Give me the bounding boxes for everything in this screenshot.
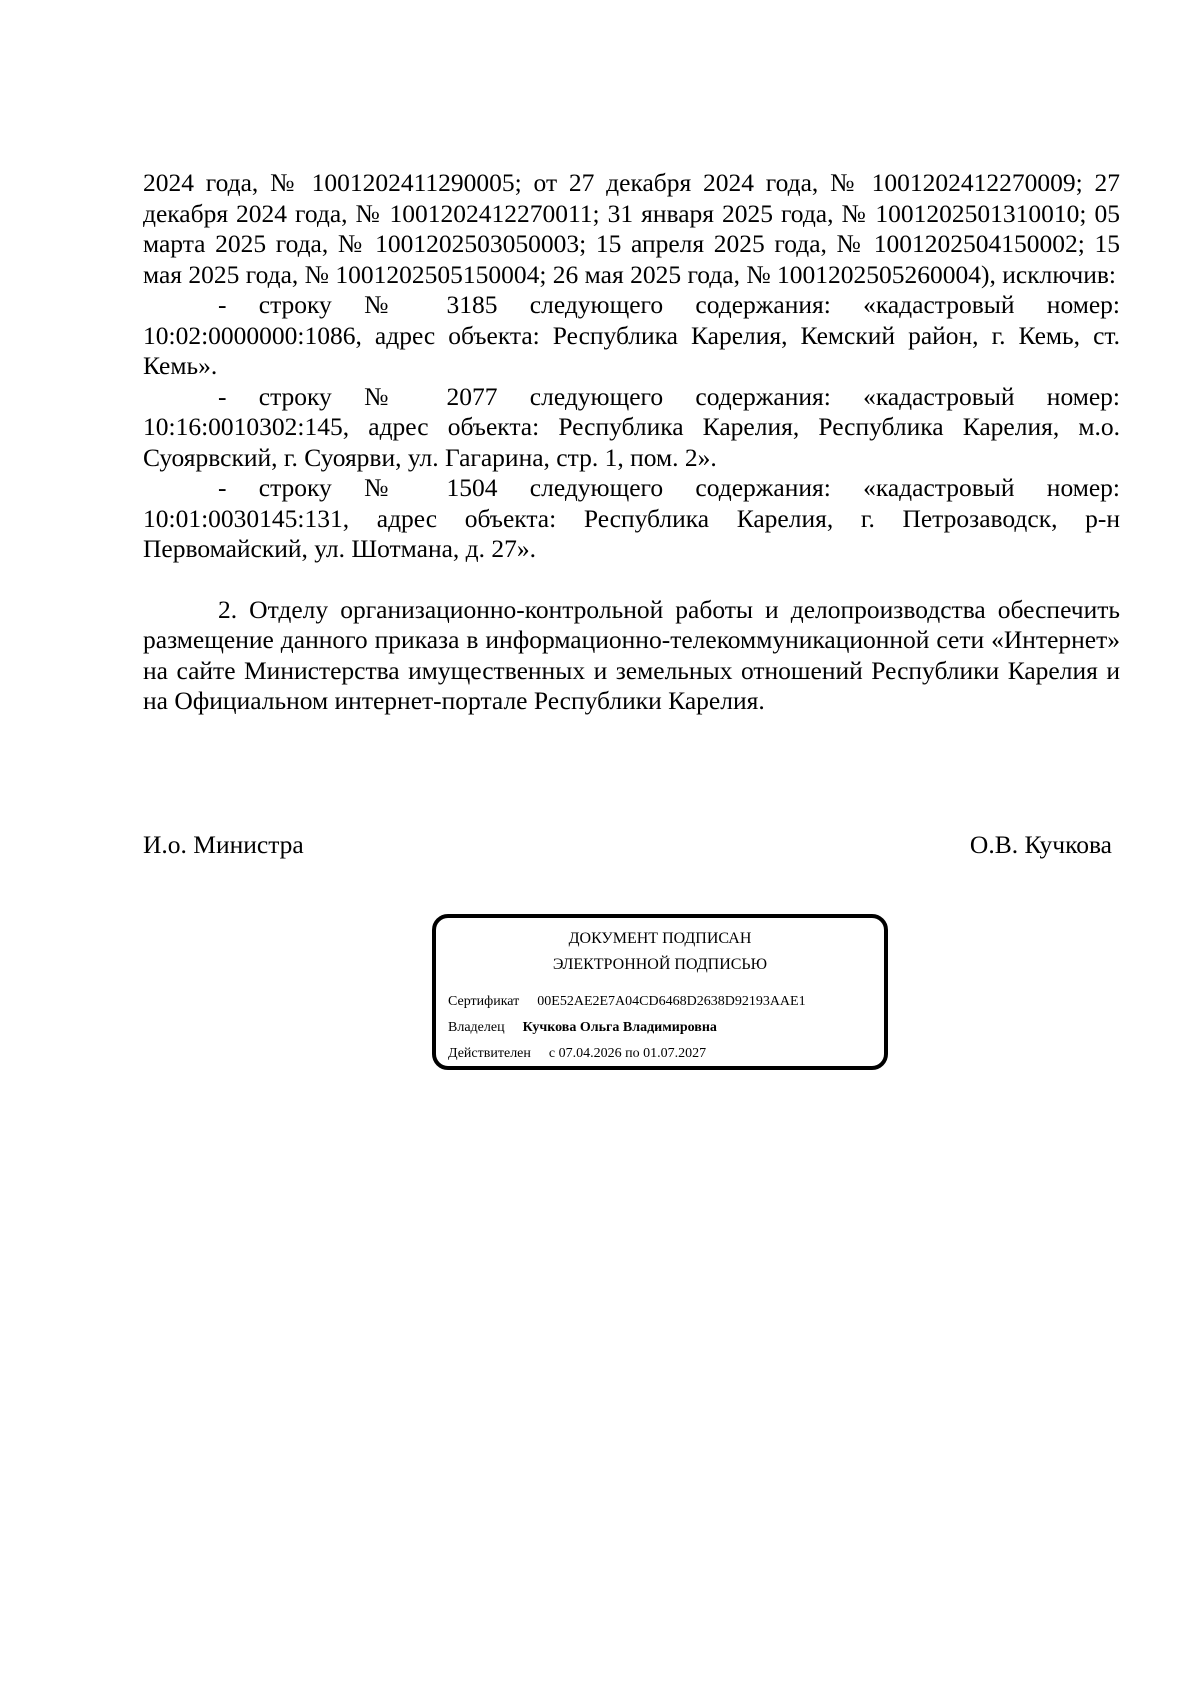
stamp-certificate-row <box>448 992 806 1012</box>
paragraph-order-list-continuation: 2024 года, № 1001202411290005; от 27 декабря 2024 года, № 1001202412270009; 27 декабря 2024 года, № 1001202412270011; 31 января 2025 года, № 1001202501310010; 05 марта 2025 года, № 1001202503050003; 15 апреля 2025 года, № 1001202504150002; 15 мая 2025 года, № 1001202505150004; 26 мая 2025 года, № 1001202505260004), исключив: <box>143 168 1120 289</box>
stamp-validity-value: с 07.04.2026 по 01.07.2027 <box>548 1046 707 1061</box>
paragraph-exclusion-1504: - строку № 1504 следующего содержания: «кадастровый номер: 10:01:0030145:131, адрес объекта: Республика Карелия, г. Петрозаводск, р-н Первомайский, ул. Шотмана, д. 27». <box>143 473 1120 563</box>
stamp-title-line-2: ЭЛЕКТРОННОЙ ПОДПИСЬЮ <box>552 956 768 973</box>
stamp-owner-label: Владелец <box>448 1020 505 1035</box>
stamp-title <box>436 926 884 978</box>
stamp-certificate-value: 00E52AE2E7A04CD6468D2638D92193AAE1 <box>537 994 806 1009</box>
stamp-certificate-label: Сертификат <box>448 994 520 1009</box>
signatory-name: О.В. Кучкова <box>969 830 1112 859</box>
stamp-title-line-1: ДОКУМЕНТ ПОДПИСАН <box>568 930 752 947</box>
signatory-position: И.о. Министра <box>143 830 304 859</box>
stamp-validity-row <box>448 1044 706 1064</box>
document-body <box>143 168 1120 717</box>
stamp-validity-label: Действителен <box>448 1046 531 1061</box>
paragraph-spacer <box>143 565 1120 595</box>
electronic-signature-stamp <box>432 914 888 1070</box>
signature-block <box>143 830 1112 860</box>
stamp-owner-row <box>448 1018 717 1038</box>
paragraph-exclusion-2077: - строку № 2077 следующего содержания: «кадастровый номер: 10:16:0010302:145, адрес объекта: Республика Карелия, Республика Карелия, м.о. Суоярвский, г. Суоярви, ул. Гагарина, стр. 1, пом. 2». <box>143 381 1120 472</box>
paragraph-item-2: 2. Отделу организационно-контрольной работы и делопроизводства обеспечить размещение данного приказа в информационно-телекоммуникационной сети «Интернет» на сайте Министерства имущественных и земельных отношений Республики Карелия и на Официальном интернет-портале Республики Карелия. <box>143 594 1120 715</box>
paragraph-exclusion-3185: - строку № 3185 следующего содержания: «кадастровый номер: 10:02:0000000:1086, адрес объекта: Республика Карелия, Кемский район, г. Кемь, ст. Кемь». <box>143 290 1120 380</box>
stamp-owner-value: Кучкова Ольга Владимировна <box>522 1020 717 1035</box>
